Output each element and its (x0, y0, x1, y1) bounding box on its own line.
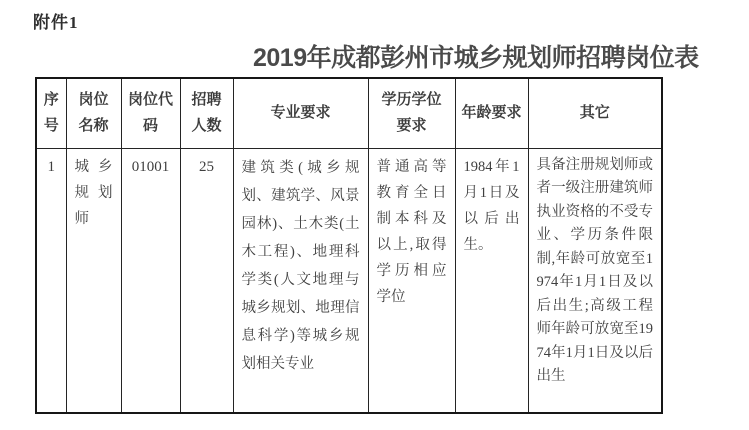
col-header-age-requirements: 年龄要求 (455, 78, 528, 148)
col-header-serial: 序号 (36, 78, 66, 148)
col-header-position-code: 岗位代码 (121, 78, 180, 148)
table-header-row (36, 78, 662, 148)
cell-other-requirements: 具备注册规划师或者一级注册建筑师执业资格的不受专业、学历条件限制,年龄可放宽至1974年1月1日及以后出生;高级工程师年龄可放宽至1974年1月1日及以后出生 (528, 148, 662, 413)
page-title: 2019年成都彭州市城乡规划师招聘岗位表 (253, 44, 699, 72)
cell-position-name: 城乡规划师 (66, 148, 121, 413)
cell-serial-number: 1 (36, 148, 66, 413)
attachment-label: 附件1 (33, 13, 79, 32)
cell-education-requirements: 普通高等教育全日制本科及以上,取得学历相应学位 (368, 148, 455, 413)
cell-position-code: 01001 (121, 148, 180, 413)
recruitment-table (35, 77, 663, 414)
col-header-other: 其它 (528, 78, 662, 148)
col-header-education-requirements: 学历学位要求 (368, 78, 455, 148)
col-header-recruit-count: 招聘人数 (180, 78, 233, 148)
cell-recruit-count: 25 (180, 148, 233, 413)
cell-age-requirement: 1984年1月1日及以后出生。 (455, 148, 528, 413)
cell-major-requirements: 建筑类(城乡规划、建筑学、风景园林)、土木类(土木工程)、地理科学类(人文地理与城乡规划、地理信息科学)等城乡规划相关专业 (233, 148, 368, 413)
table-row (36, 148, 662, 413)
col-header-position-name: 岗位名称 (66, 78, 121, 148)
col-header-major-requirements: 专业要求 (233, 78, 368, 148)
